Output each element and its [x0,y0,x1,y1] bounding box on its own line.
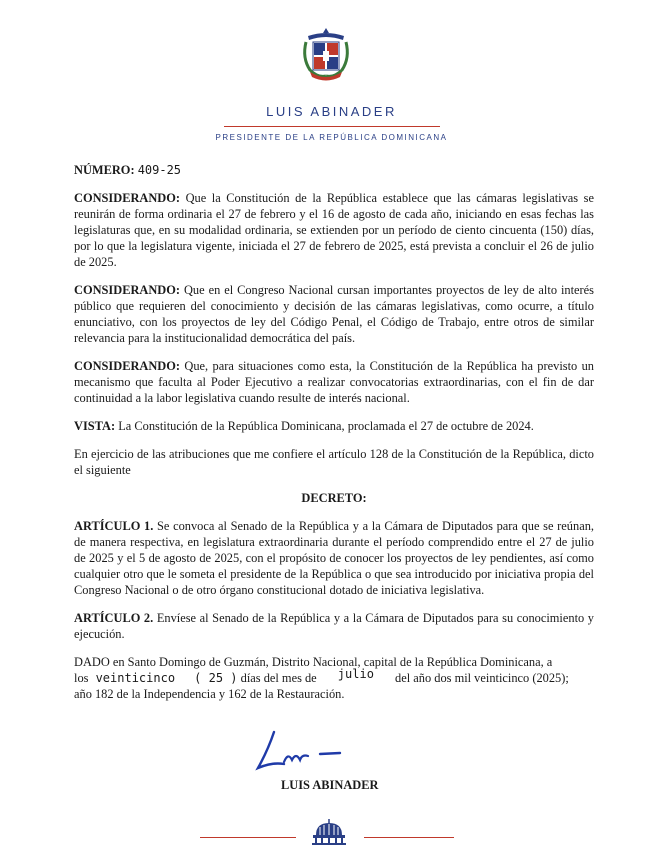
dado-los: los [74,671,89,685]
dome-building-icon [308,817,350,847]
header-name: LUIS ABINADER [266,104,397,119]
articulo-label: ARTÍCULO 1. [74,519,154,533]
considerando-3 [74,358,594,406]
considerando-text: Que la Constitución de la República establece que las cámaras legislativas se reunirán de forma ordinaria el 27 de febrero y el 16 de agosto de cada año, iniciando en esas fechas las legislaturas que, en su modalidad ordinaria, se extienden por un período de ciento cincuenta (150) días, por lo que la legislatura vigente, iniciada el 27 de febrero de 2025, está prevista a concluir el 26 de julio de 2025. [74,191,594,269]
handwritten-signature-icon [238,728,368,776]
dado-day-number: ( 25 ) [194,671,238,685]
decree-body [74,162,594,702]
dado-paragraph [74,654,594,702]
vista-text: La Constitución de la República Dominicana, proclamada el 27 de octubre de 2024. [115,419,534,433]
considerando-text: Que en el Congreso Nacional cursan importantes proyectos de ley de alto interés público que requieren del conocimiento y decisión de las cámaras legislativas, como ocurre, a título enunciativo, con los proyectos de ley del Código Penal, el Código de Trabajo, entre otros de similar relevancia para la institucionalidad democrática del país. [74,283,594,345]
vista-label: VISTA: [74,419,116,433]
vista [74,418,594,434]
considerando-1 [74,190,594,270]
dado-year: del año dos mil veinticinco (2025); [395,671,569,685]
header-subtitle: PRESIDENTE DE LA REPÚBLICA DOMINICANA [215,133,448,142]
signatory-name: LUIS ABINADER [281,778,379,792]
decreto-heading: DECRETO: [301,491,367,505]
considerando-label: CONSIDERANDO: [74,283,181,297]
articulo-2 [74,610,594,642]
considerando-label: CONSIDERANDO: [74,191,181,205]
articulo-1 [74,518,594,598]
dado-month: julio [337,667,374,681]
header-divider [224,126,440,127]
coat-of-arms-icon [296,24,356,86]
articulo-text: Se convoca al Senado de la República y a la Cámara de Diputados para que se reúnan, de manera respectiva, en legislatura extraordinaria durante el período comprendido entre el 27 de julio de 2025 y el 5 de agosto de 2025, con el propósito de conocer los proyectos de ley pendientes, así como cualquier otro que le someta el presidente de la República o que sea introducido por iniciativa propia del Congreso Nacional o de otro órgano constitucional dotado de iniciativa legislativa. [74,519,594,597]
dado-day-words: veinticinco [95,671,176,685]
considerando-2 [74,282,594,346]
footer-divider-right [364,837,454,838]
dado-dias-del-mes: días del mes de [240,671,317,685]
considerando-text: Que, para situaciones como esta, la Constitución de la República ha previsto un mecanismo que faculta al Poder Ejecutivo a realizar convocatorias extraordinarias, con el fin de dar continuidad a la labor legislativa cuando resulte de interés nacional. [74,359,594,405]
dado-line-1: DADO en Santo Domingo de Guzmán, Distrito Nacional, capital de la República Dominicana, a [74,655,553,669]
decree-number [74,162,594,178]
footer-divider-left [200,837,296,838]
articulo-text: Envíese al Senado de la República y a la Cámara de Diputados para su conocimiento y ejecución. [74,611,594,641]
considerando-label: CONSIDERANDO: [74,359,181,373]
numero-label: NÚMERO: [74,163,135,177]
numero-value: 409-25 [137,163,182,177]
dado-line-3: año 182 de la Independencia y 162 de la Restauración. [74,687,345,701]
articulo-label: ARTÍCULO 2. [74,611,154,625]
ejercicio-paragraph: En ejercicio de las atribuciones que me confiere el artículo 128 de la Constitución de la República, dicto el siguiente [74,447,594,477]
